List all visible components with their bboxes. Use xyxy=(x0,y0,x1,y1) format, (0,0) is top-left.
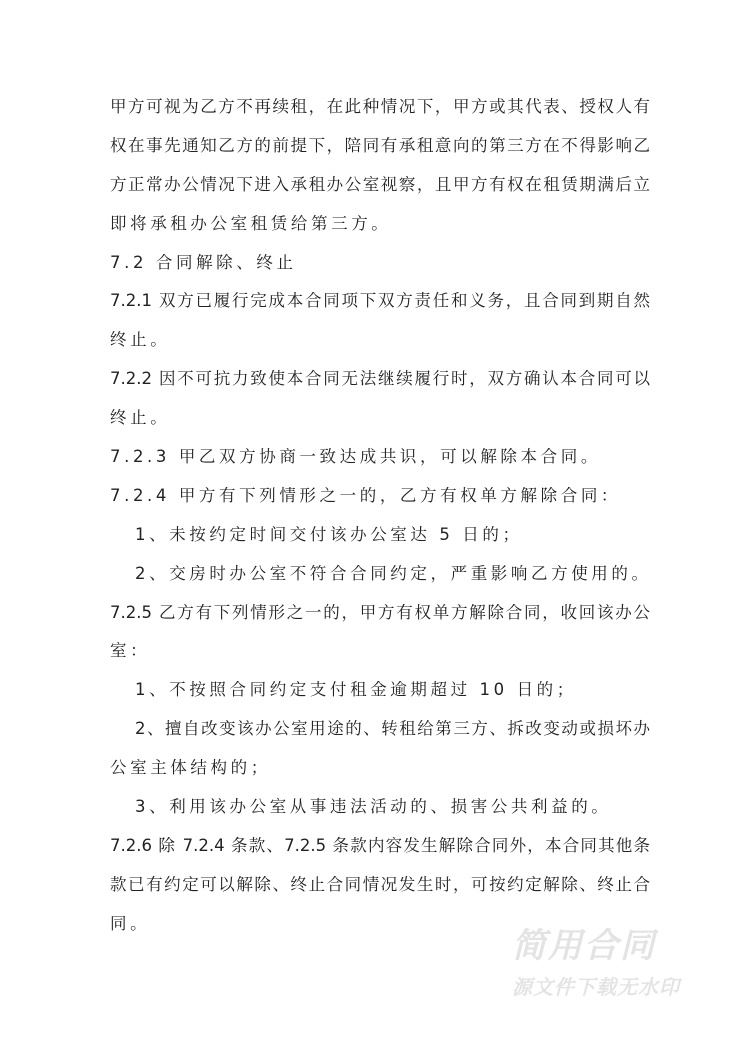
text-line: 即将承租办公室租赁给第三方。 xyxy=(110,213,392,233)
text-line: 3、利用该办公室从事违法活动的、损害公共利益的。 xyxy=(135,797,612,817)
watermark xyxy=(512,918,680,1000)
watermark-subtitle: 源文件下载无水印 xyxy=(512,975,680,999)
text-line: 2、交房时办公室不符合合同约定，严重影响乙方使用的。 xyxy=(135,563,652,583)
text-line: 1、不按照合同约定支付租金逾期超过 10 日的； xyxy=(135,680,577,700)
text-line: 款已有约定可以解除、终止合同情况发生时，可按约定解除、终止合 xyxy=(110,874,650,894)
section-heading: 7.2 合同解除、终止 xyxy=(110,252,297,272)
document-body xyxy=(110,88,650,944)
text-line: 7.2.6 除 7.2.4 条款、7.2.5 条款内容发生解除合同外，本合同其他条 xyxy=(110,835,650,855)
text-line: 7.2.1 双方已履行完成本合同项下双方责任和义务，且合同到期自然 xyxy=(110,291,650,311)
text-line: 7.2.2 因不可抗力致使本合同无法继续履行时，双方确认本合同可以 xyxy=(110,369,650,389)
text-line: 室： xyxy=(110,641,151,661)
text-line: 甲方可视为乙方不再续租，在此种情况下，甲方或其代表、授权人有 xyxy=(110,97,650,116)
text-line: 终止。 xyxy=(110,330,171,350)
text-line: 7.2.4 甲方有下列情形之一的，乙方有权单方解除合同： xyxy=(110,485,622,505)
text-line: 7.2.3 甲乙双方协商一致达成共识，可以解除本合同。 xyxy=(110,447,601,467)
text-line: 7.2.5 乙方有下列情形之一的，甲方有权单方解除合同，收回该办公 xyxy=(110,602,650,622)
text-line: 2、擅自改变该办公室用途的、转租给第三方、拆改变动或损坏办 xyxy=(135,719,650,739)
text-line: 权在事先通知乙方的前提下，陪同有承租意向的第三方在不得影响乙 xyxy=(110,135,650,155)
text-line: 同。 xyxy=(110,913,151,933)
text-line: 1、未按约定时间交付该办公室达 5 日的； xyxy=(135,524,523,544)
watermark-title: 简用合同 xyxy=(512,926,656,966)
text-line: 方正常办公情况下进入承租办公室视察，且甲方有权在租赁期满后立 xyxy=(110,174,650,194)
text-line: 终止。 xyxy=(110,408,171,428)
text-line: 公室主体结构的； xyxy=(110,758,271,778)
